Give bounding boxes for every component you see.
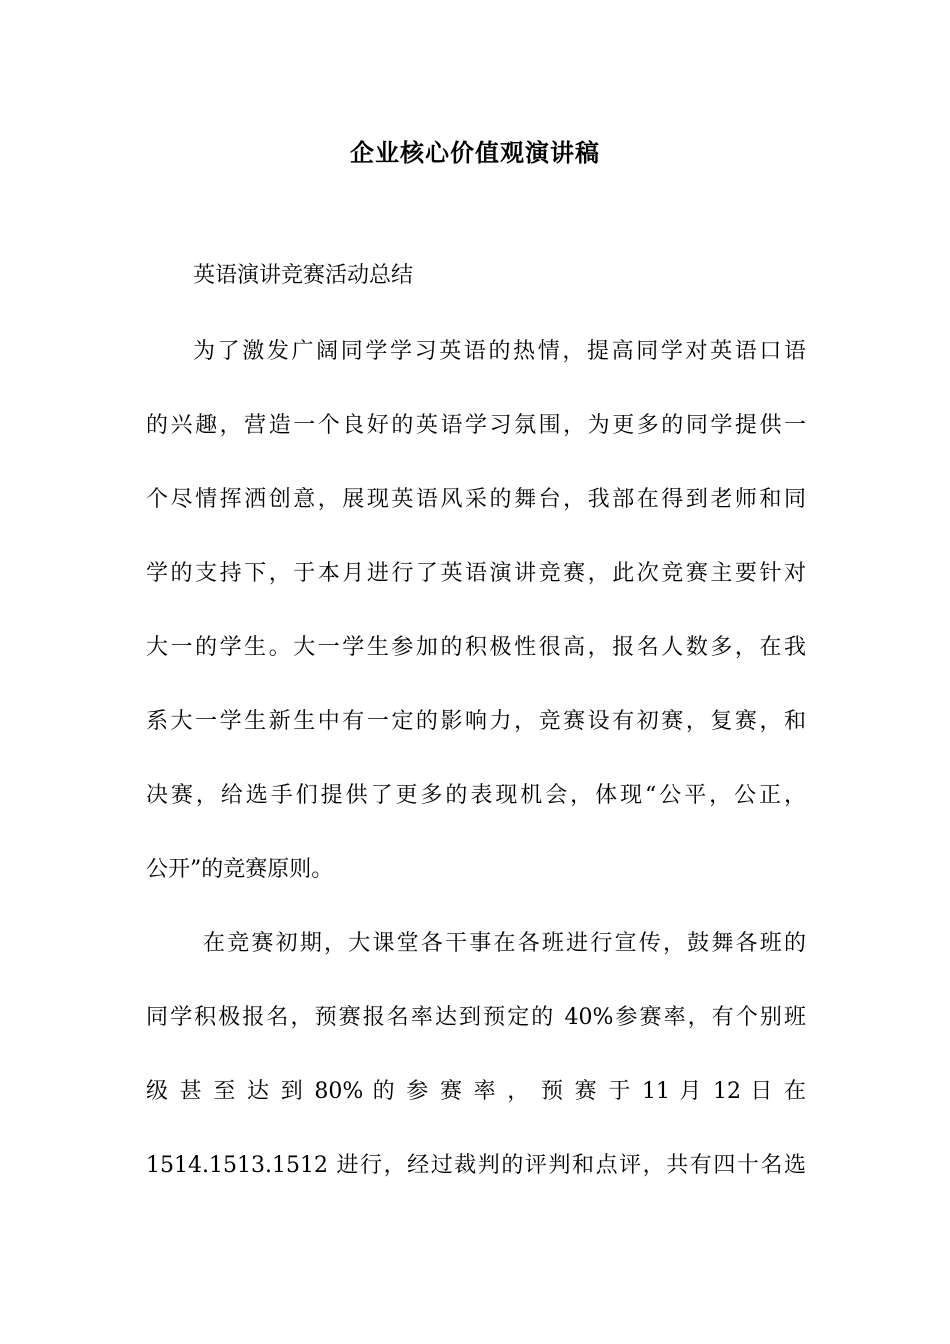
paragraph-line: 学的支持下，于本月进行了英语演讲竞赛，此次竞赛主要针对 [146,561,806,586]
paragraph-line: 大一的学生。大一学生参加的积极性很高，报名人数多，在我 [146,635,806,660]
paragraph-line: 1514.1513.1512 进行，经过裁判的评判和点评，共有四十名选 [146,1153,806,1178]
paragraph-line: 个尽情挥洒创意，展现英语风采的舞台，我部在得到老师和同 [146,487,806,512]
paragraph-line: 决赛，给选手们提供了更多的表现机会，体现“公平，公正， [146,783,806,808]
paragraph-line: 系大一学生新生中有一定的影响力，竞赛设有初赛，复赛，和 [146,709,806,734]
paragraph-line: 为了激发广阔同学学习英语的热情，提高同学对英语口语 [193,339,806,364]
document-title: 企业核心价值观演讲稿 [350,138,600,167]
paragraph-line: 在竞赛初期，大课堂各干事在各班进行宣传，鼓舞各班的 [203,931,806,956]
paragraph-line: 的兴趣，营造一个良好的英语学习氛围，为更多的同学提供一 [146,413,806,438]
paragraph-line: 公开”的竞赛原则。 [146,857,334,882]
section-heading: 英语演讲竞赛活动总结 [193,263,414,288]
paragraph-line: 同学积极报名，预赛报名率达到预定的 40%参赛率，有个别班 [146,1005,806,1030]
paragraph-line: 级 甚 至 达 到 80% 的 参 赛 率 ， 预 赛 于 11 月 12 日 在 [146,1079,806,1104]
